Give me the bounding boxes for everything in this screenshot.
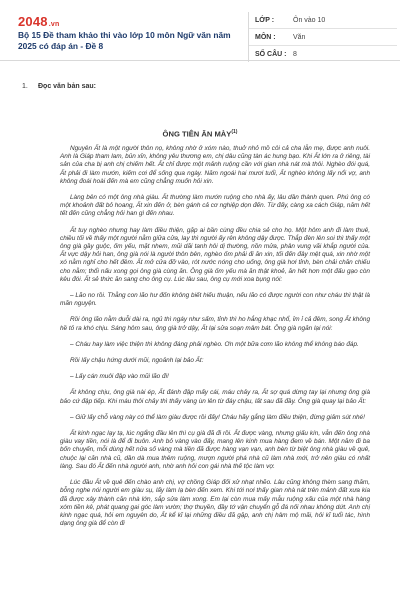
paragraph: Lúc đầu Ất về quê đến chào anh chị, vợ chồng Giáp đối xử nhạt nhẽo. Lâu cũng không thèm sang thăm, bỗng nghe nói người em giàu sụ, lấy làm lạ bèn đến xem. Khi tới nơi thấy gian nhà nát trên mảnh đất xưa kia đã được xây thành căn nhà lớn, sắp sửa làm xong. Em lại còn mua mấy mẫu ruộng xấu của một nhà hàng xóm tiền kê, phát quang gai góc làm vườn; thợ thuyền, đầy tớ vận chuyển gỗ đá nối nhau không dứt. Anh chị kinh ngạc quá, hỏi em nguyên do, Ất kể kĩ lại những điều đã gặp, anh chị hâm mộ mãi, hỏi kĩ tuổi tác, hình dạng ông già để còn đi <box>60 479 370 528</box>
story-title <box>0 129 400 139</box>
paragraph: Nguyên Ất là một người thôn nọ, không nhờ ở xóm nào, thuở nhỏ mồ côi cả cha lẫn mẹ, được anh nuôi. Anh là Giáp tham lam, bủn xỉn, không yêu thương em, chị dâu cũng tàn ác hung bạo. Khi Ất lớn ra ở riêng, tài sản của cha bị anh chị chiếm hết. Ất chỉ được một mảnh ruộng cần với gian nhà nát mà thôi. Nghèo đói quá, Ất phải đi làm mướn, kiếm cơi để sống qua ngày. Năm ngoái hai mươi tuổi, Ất nghèo không lấy nổi vợ, anh không đoái hoài đến mà em cũng chẳng muốn hỏi xin. <box>60 145 370 185</box>
info-row-subject <box>249 29 397 46</box>
story-title-text: ÔNG TIÊN ĂN MÀY <box>162 129 232 139</box>
question-number: 1. <box>22 83 28 90</box>
info-label: LỚP : <box>255 16 275 24</box>
document-title: Bộ 15 Đề tham khảo thi vào lớp 10 môn Ngữ văn năm 2025 có đáp án - Đề 8 <box>18 30 231 51</box>
question-heading: Đọc văn bản sau: <box>38 83 96 90</box>
dialogue-line: – Cháu hay làm việc thiện thì không đáng phải nghèo. Ơn một bữa cơm lão không thể không báo đáp. <box>70 340 359 348</box>
paragraph: Ất tuy nghèo nhưng hay làm điều thiện, gặp ai bần cùng đều chia sẻ cho họ. Một hôm anh đi làm thuê, chiều tối về thấy một người nằm giữa cửa, lay thì người ấy rên không dậy được. Thắp đèn lên soi thì thấy một ông già gầy guộc, ốm yếu, mặt nhem, mũi dãi tanh hôi dị thường, nồn mửa, phân vung vãi khắp người của. Ất vực dậy hỏi han, ông già nói là người thôn bên, nghèo ốm phải đi ăn xin, tối đến đây mệt quá, xin nhờ một xó nằm nghỉ cho hết đêm. Ất mở cửa đỡ vào, rót nước nóng cho uống, ông già hơi tỉnh, bèn chải chăn chiếu cho nằm; thổi nấu xong gọi ông già cùng ăn. Ông già ốm yếu mà ăn thật khoẻ, ăn hết hơn một đấu gạo còn kêu đói. Ất sẻ thức ăn sang cho ông cụ. Lúc lâu sau, ông cụ mới xoa bụng nói: <box>60 226 370 283</box>
info-label: MÔN : <box>255 33 276 41</box>
info-value: Văn <box>293 33 306 41</box>
info-row-question-count <box>249 46 397 62</box>
logo-text: 2048 <box>18 14 48 29</box>
document-header <box>0 0 400 61</box>
info-row-class <box>249 12 397 29</box>
paragraph: Ất không chịu, ông già nài ép, Ất đánh đập mấy cái, máu chảy ra, Ất sợ quá dừng tay lại nhưng ông già bảo cứ đập tiếp. Khi máu thôi chảy thì thấy vàng ùn lên từ đáy chậu, lất sau đã đầy. Ông già quay lại bảo Ất: <box>60 389 370 405</box>
logo-suffix: .vn <box>48 21 60 28</box>
story-text <box>60 145 370 536</box>
paragraph: Rồi ông lão nằm duỗi dài ra, ngủ thì ngáy như sấm, tỉnh thì ho hắng khạc nhổ, ỉm ỉ cả đêm, song Ất không hề tỏ ra khó chịu. Sáng hôm sau, ông già trở dậy, Ất lại sửa soạn mâm bát. Ông già ngăn lại nói: <box>60 316 370 332</box>
paragraph: Ất kinh ngạc lạy tạ, lúc ngẩng đầu lên thì cụ già đã đi rồi. Ất được vàng, nhưng giấu kín, vẫn đến ông nhà giàu vay tiền, nói là để đi buôn. Anh bỏ vàng vào đấy, mang lên kinh mua hàng đem về bán. Một năm đi ba bốn chuyến, mỗi dùng hết nửa số vàng mà tiền đã được hàng vạn vạn, anh bèn từ biệt ông nhà giàu về quê, chuộc lại căn nhà cũ, dần dà mua thêm ruộng, mượn người phá nhà cũ làm nhà mới, trở nên giàu có nhất làng. Sau đó Ất đến nhà người anh, nhờ anh hỏi con gái nhà thế tộc làm vợ. <box>60 430 370 470</box>
dialogue-line: – Lấy cán muôi đập vào mũi lão đi! <box>70 373 169 381</box>
info-label: SỐ CÂU : <box>255 50 287 58</box>
footnote-marker: (1) <box>231 129 238 135</box>
paragraph: Rồi lấy chậu hứng dưới mũi, ngoảnh lại bảo Ất: <box>70 357 204 365</box>
paragraph: Làng bên có một ông nhà giàu. Ất thường làm mướn ruộng cho nhà ấy, lâu dần thành quen. Phú ông có một khoảnh đất bỏ hoang, Ất xin đến ở, bèn gánh cả cơ nghiệp dọn đến. Từ đấy, càng xa cách Giáp, năm hết tết đến cũng chẳng hỏi han gì đến nhau. <box>60 194 370 218</box>
document-info-table <box>248 12 397 62</box>
dialogue-line: – Giữ lấy chỗ vàng này có thể làm giàu được rồi đấy! Cháu hãy gắng làm điều thiện, đừng giảm sút nhé! <box>70 413 365 421</box>
dialogue-line: – Lão no rồi. Thằng con lão hư đốn không biết hiếu thuận, nếu lão có được người con như cháu thì thật là mãn nguyện. <box>60 292 370 308</box>
info-value: 8 <box>293 50 297 58</box>
site-logo[interactable] <box>18 14 59 29</box>
info-value: Ôn vào 10 <box>293 16 326 24</box>
